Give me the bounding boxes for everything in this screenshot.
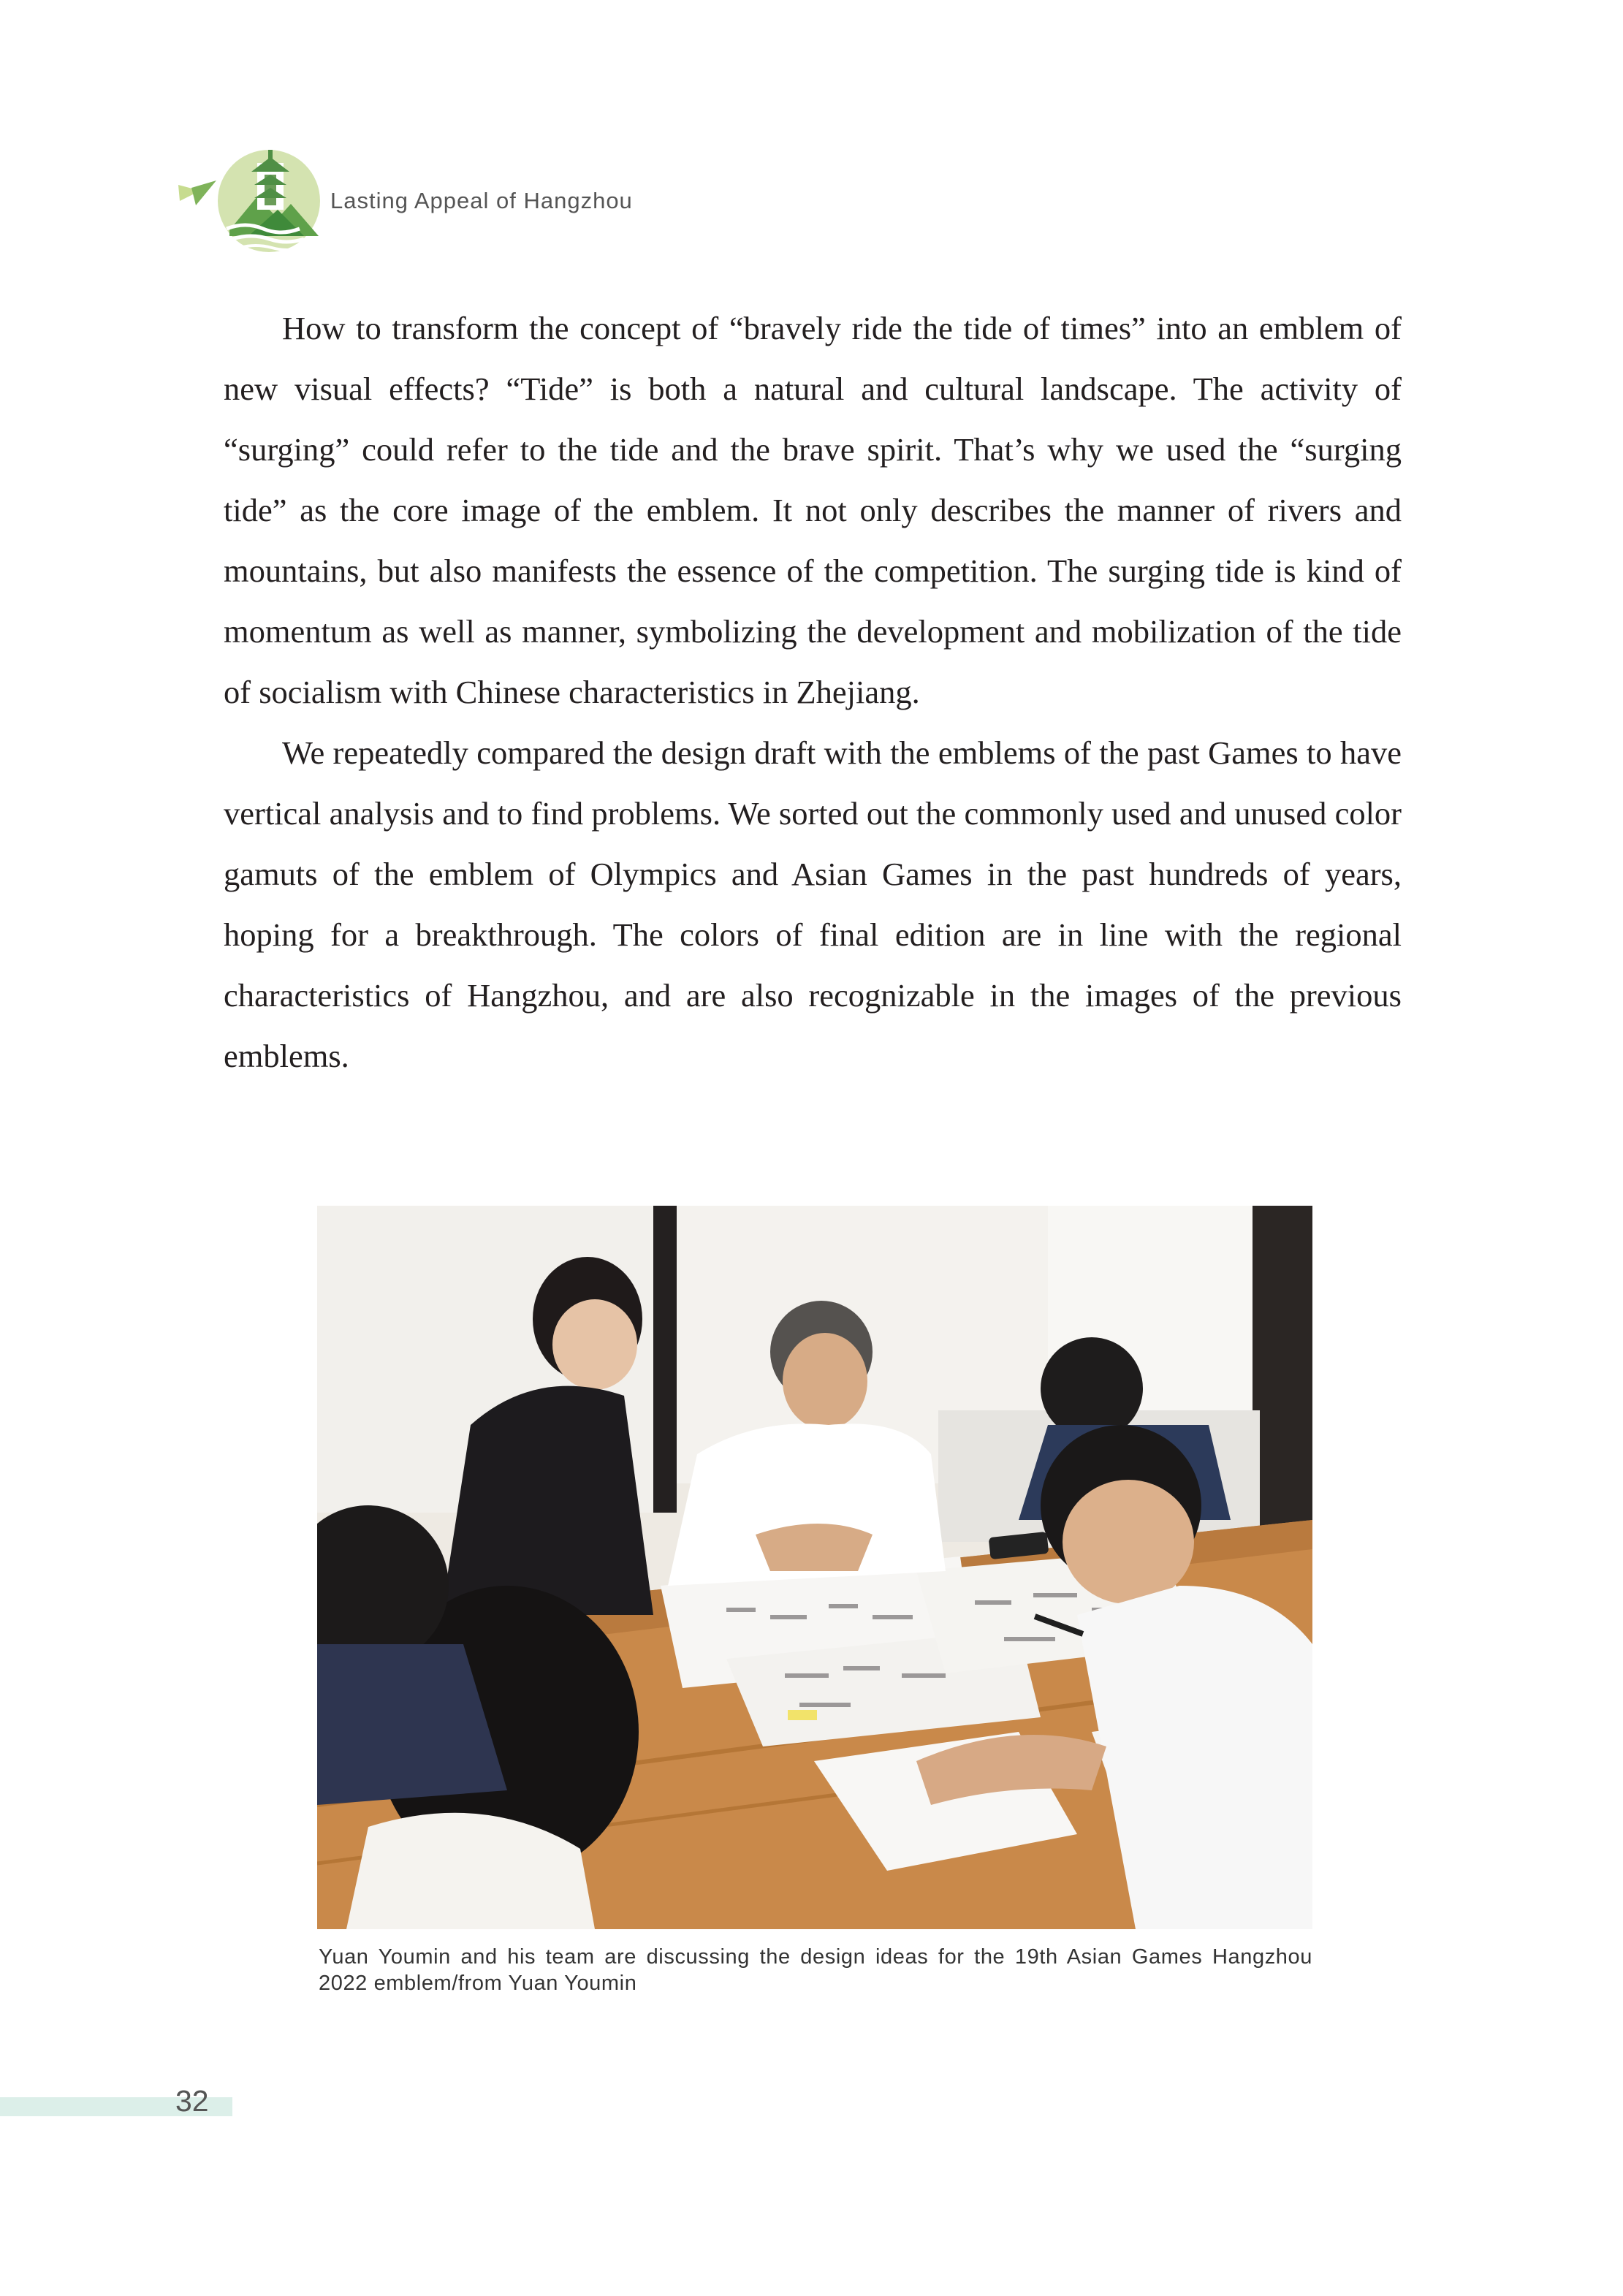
running-header — [175, 142, 833, 259]
article-body — [224, 298, 1402, 1087]
pagoda-mountain-logo-icon — [175, 142, 322, 259]
paragraph: We repeatedly compared the design draft with the emblems of the past Games to have vertical analysis and to find problems. We sorted out the commonly used and unused color gamuts of the emblem of Olympics and Asian Games in the past hundreds of years, hoping for a breakthrough. The colors of final edition are in line with the regional characteristics of Hangzhou, and are also recognizable in the images of the previous emblems. — [224, 734, 1402, 1074]
paragraph: How to transform the concept of “bravely ride the tide of times” into an emblem of new visual effects? “Tide” is both a natural and cultural landscape. The activity of “surging” could refer to the tide and the brave spirit. That’s why we used the “surging tide” as the core image of the emblem. It not only describes the manner of rivers and mountains, but also manifests the essence of the competition. The surging tide is kind of momentum as well as manner, symbolizing the development and mobilization of the tide of socialism with Chinese characteristics in Zhejiang. — [224, 310, 1402, 710]
team-meeting-photo — [317, 1206, 1312, 1929]
figure-caption: Yuan Youmin and his team are discussing the design ideas for the 19th Asian Games Hangzhou 2022 emblem/from Yuan Youmin — [319, 1945, 1312, 1995]
page-number: 32 — [175, 2084, 209, 2118]
header-title: Lasting Appeal of Hangzhou — [330, 188, 633, 213]
